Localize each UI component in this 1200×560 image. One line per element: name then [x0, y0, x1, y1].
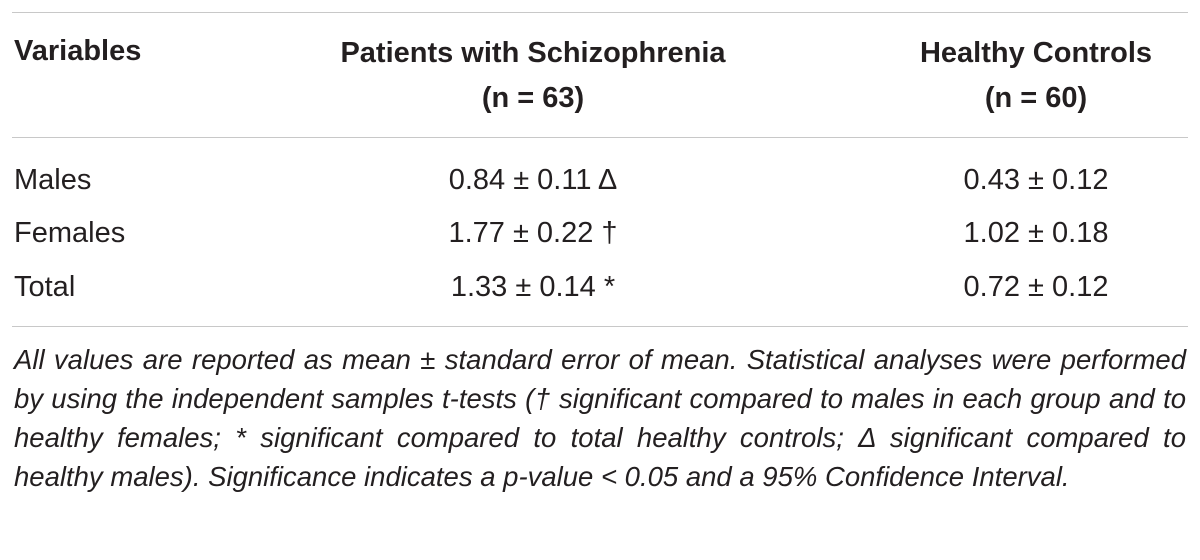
row-total-patients: 1.33 ± 0.14 *: [450, 271, 616, 303]
row-males-controls: 0.43 ± 0.12: [963, 164, 1109, 196]
header-variables: Variables: [14, 35, 142, 67]
header-patients-title: Patients with Schizophrenia: [340, 37, 726, 69]
row-total-controls: 0.72 ± 0.12: [963, 271, 1109, 303]
header-patients: [340, 31, 725, 121]
header-controls: [920, 31, 1152, 121]
row-females-controls: 1.02 ± 0.18: [963, 217, 1109, 249]
row-females-patients: 1.77 ± 0.22 †: [448, 217, 618, 249]
table-top-rule: [12, 12, 1188, 13]
header-controls-n: (n = 60): [984, 82, 1088, 114]
row-label-females: Females: [14, 217, 126, 249]
table-footnote: All values are reported as mean ± standard error of mean. Statistical analyses were performed by using the independent samples t-tests († significant compared to males in each group and to healthy females; * significant compared to total healthy controls; Δ significant compared to healthy males). Significance indicates a p-value < 0.05 and a 95% Confidence Interval.: [14, 344, 1186, 492]
header-rule: [12, 137, 1188, 138]
table-bottom-rule: [12, 326, 1188, 327]
row-label-males: Males: [14, 164, 92, 196]
header-patients-n: (n = 63): [481, 82, 585, 114]
row-label-total: Total: [14, 271, 76, 303]
header-controls-title: Healthy Controls: [919, 37, 1153, 69]
row-males-patients: 0.84 ± 0.11 Δ: [448, 164, 618, 196]
